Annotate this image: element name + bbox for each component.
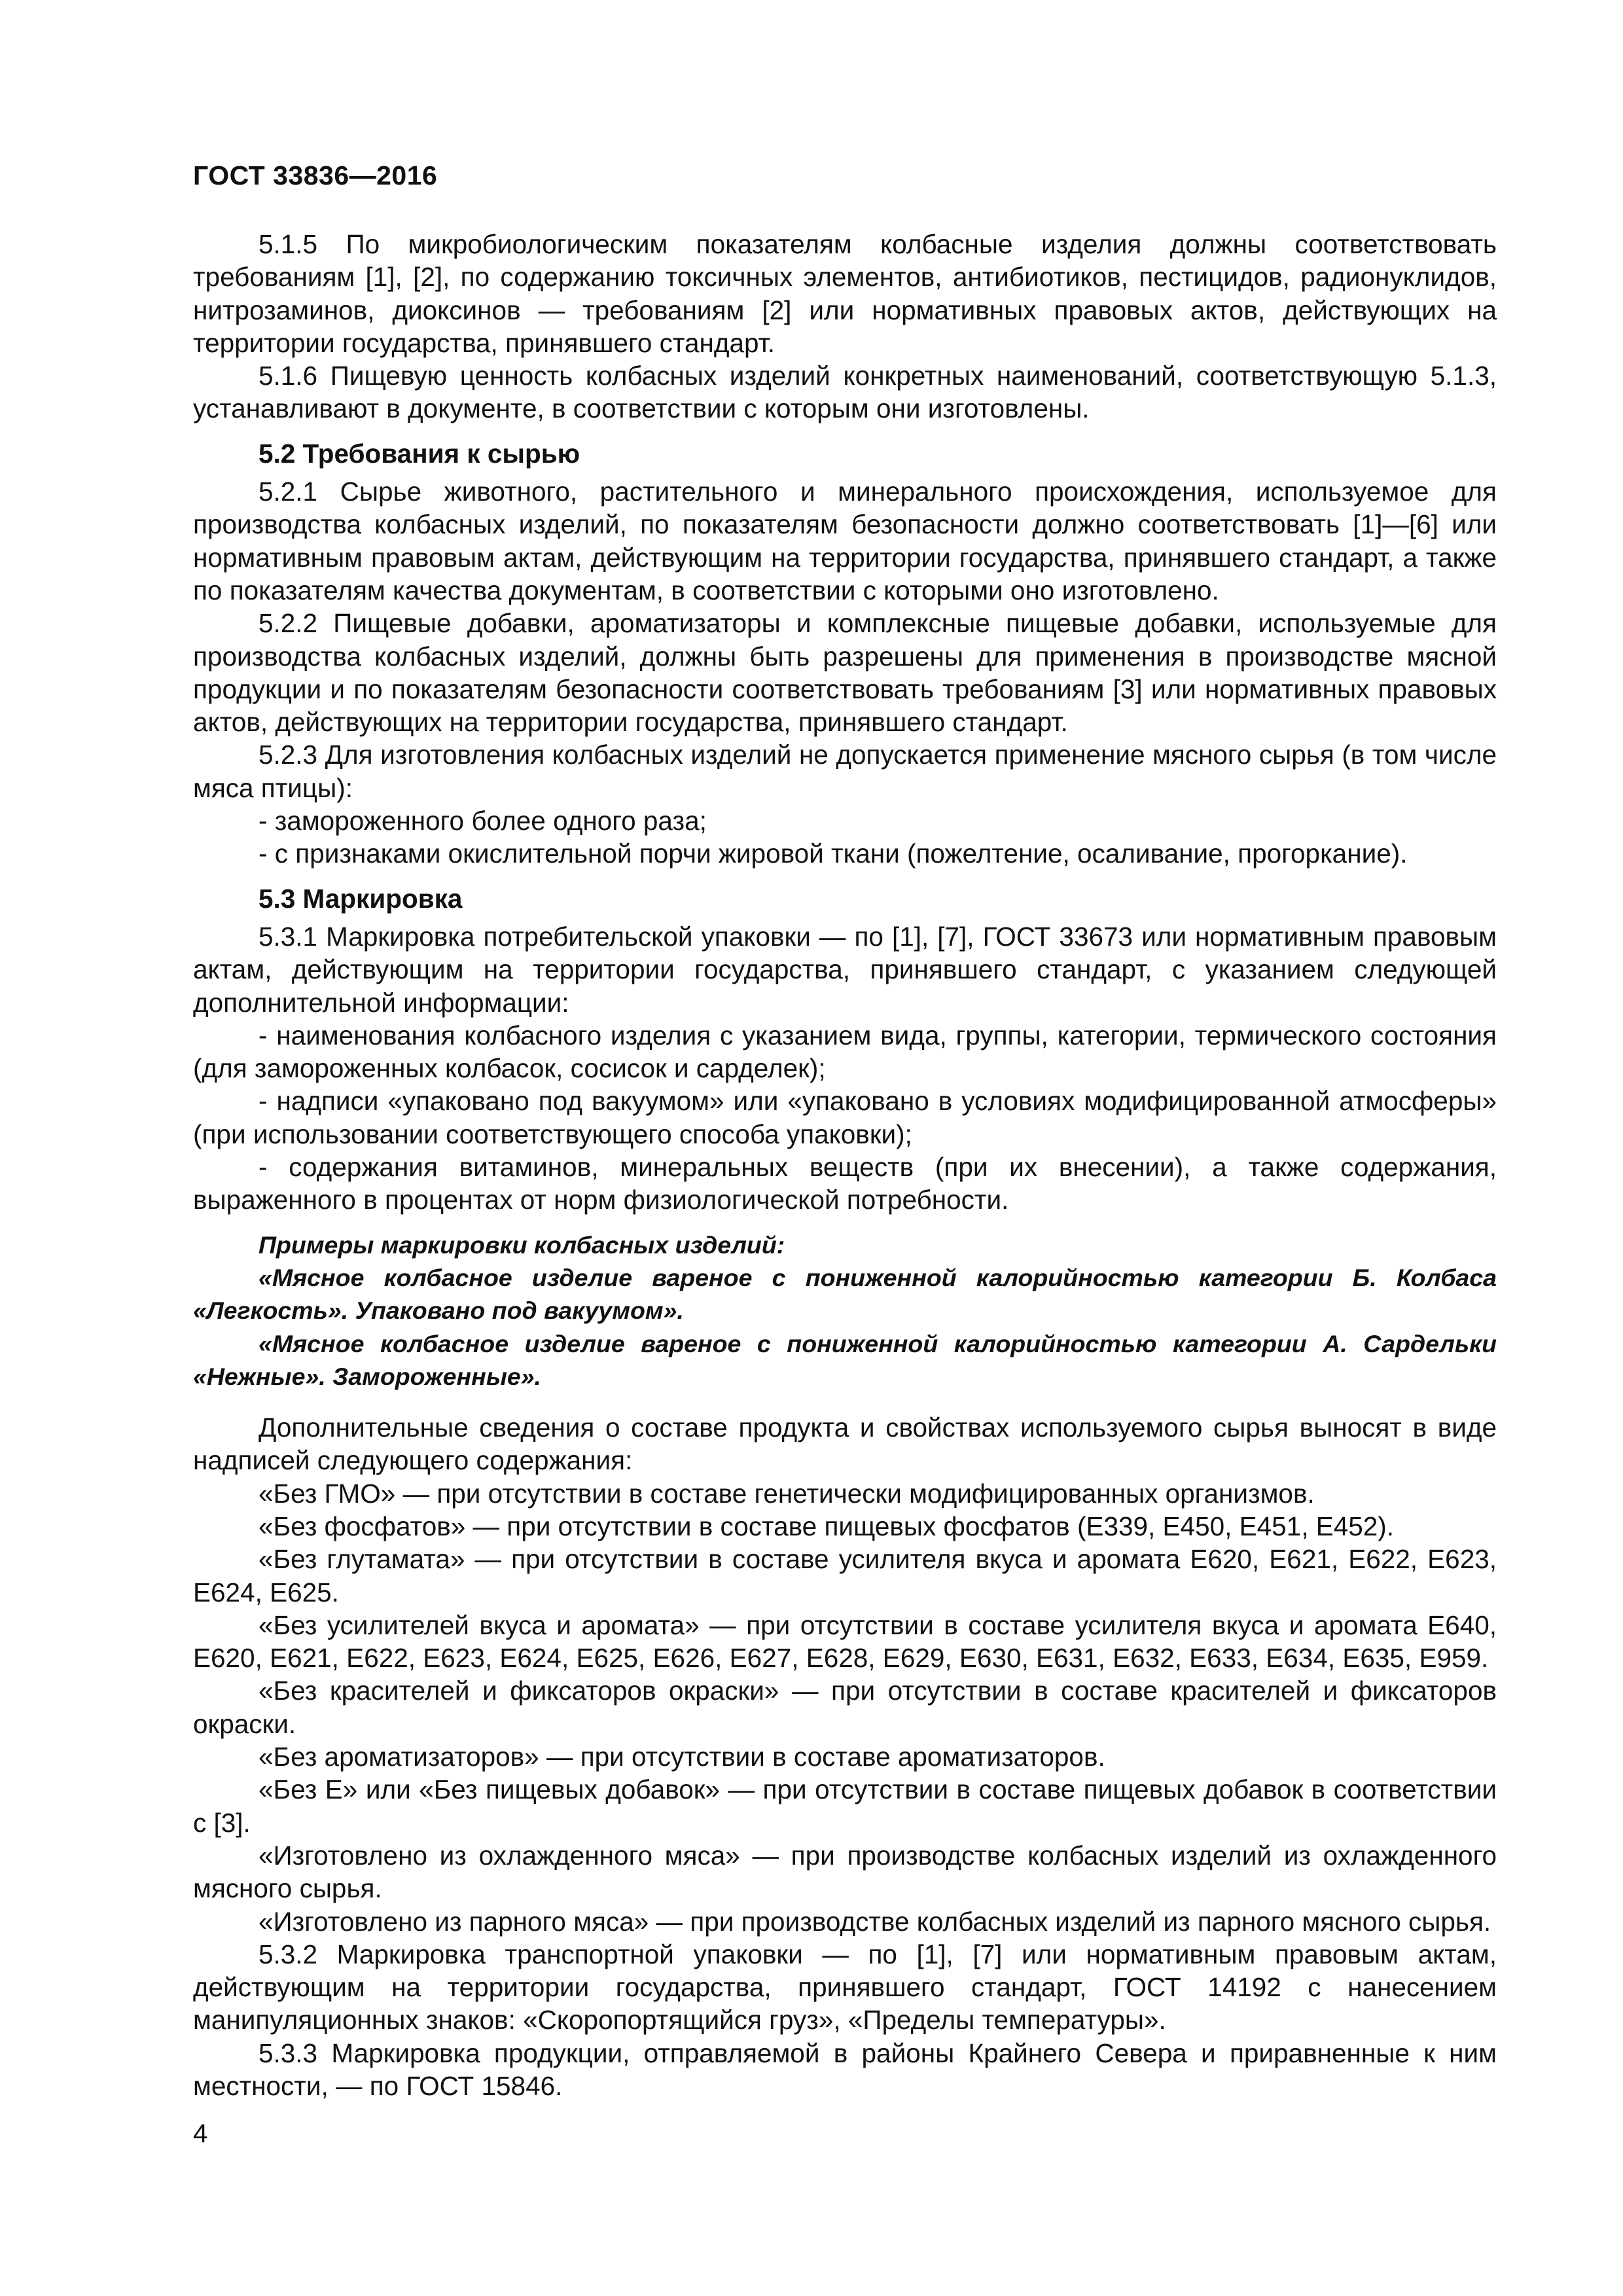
paragraph-no-e-additives: «Без Е» или «Без пищевых добавок» — при отсутствии в составе пищевых добавок в соответствии с [3]. [193, 1774, 1497, 1838]
paragraph-chilled-meat: «Изготовлено из охлажденного мяса» — при производстве колбасных изделий из охлажденного мясного сырья. [193, 1840, 1497, 1904]
paragraph-no-glutamate: «Без глутамата» — при отсутствии в составе усилителя вкуса и аромата Е620, Е621, Е622, Е623, Е624, Е625. [193, 1544, 1497, 1607]
section-heading-5-3: 5.3 Маркировка [259, 883, 463, 914]
list-item-5-3-1-b: - надписи «упаковано под вакуумом» или «упаковано в условиях модифицированной атмосферы» (при использовании соответствующего способа упаковки); [193, 1086, 1497, 1149]
section-heading-5-2: 5.2 Требования к сырью [259, 438, 580, 469]
paragraph-5-3-3: 5.3.3 Маркировка продукции, отправляемой в районы Крайнего Севера и приравненные к ним местности, — по ГОСТ 15846. [193, 2037, 1497, 2102]
example-2: «Мясное колбасное изделие вареное с пониженной калорийностью категории А. Сардельки «Нежные». Замороженные». [193, 1329, 1497, 1390]
list-item-5-2-3-b: - с признаками окислительной порчи жировой ткани (пожелтение, осаливание, прогоркание). [259, 838, 1408, 869]
list-item-5-3-1-a: - наименования колбасного изделия с указанием вида, группы, категории, термического состояния (для замороженных колбасок, сосисок и сарделек); [193, 1020, 1497, 1084]
examples-title: Примеры маркировки колбасных изделий: [259, 1230, 785, 1259]
list-item-5-2-3-a: - замороженного более одного раза; [259, 806, 707, 836]
paragraph-5-2-1: 5.2.1 Сырье животного, растительного и минерального происхождения, используемое для производства колбасных изделий, по показателям безопасности должно соответствовать [1]—[6] или нормативным правовым актам, действующим на территории государства, принявшего стандарт, а также по показателям качества документам, в соответствии с которыми оно изготовлено. [193, 476, 1497, 605]
paragraph-additional-info: Дополнительные сведения о составе продукта и свойствах используемого сырья выносят в виде надписей следующего содержания: [193, 1412, 1497, 1476]
paragraph-fresh-meat: «Изготовлено из парного мяса» — при производстве колбасных изделий из парного мясного сырья. [259, 1906, 1491, 1937]
paragraph-5-3-1: 5.3.1 Маркировка потребительской упаковки — по [1], [7], ГОСТ 33673 или нормативным правовым актам, действующим на территории государства, принявшего стандарт, с указанием следующей дополнительной информации: [193, 921, 1497, 1018]
document-body [193, 228, 1497, 2102]
paragraph-no-phosphates: «Без фосфатов» — при отсутствии в составе пищевых фосфатов (Е339, Е450, Е451, Е452). [259, 1511, 1395, 1541]
paragraph-no-flavorings: «Без ароматизаторов» — при отсутствии в составе ароматизаторов. [259, 1742, 1105, 1772]
paragraph-5-3-2: 5.3.2 Маркировка транспортной упаковки — по [1], [7] или нормативным правовым актам, действующим на территории государства, принявшего стандарт, ГОСТ 14192 с нанесением манипуляционных знаков: «Скоропортящийся груз», «Пределы температуры». [193, 1939, 1497, 2036]
paragraph-no-enhancers: «Без усилителей вкуса и аромата» — при отсутствии в составе усилителя вкуса и аромата Е640, Е620, Е621, Е622, Е623, Е624, Е625, Е626, Е627, Е628, Е629, Е630, Е631, Е632, Е633, Е634, Е635, Е959. [193, 1609, 1497, 1674]
example-1: «Мясное колбасное изделие вареное с пониженной калорийностью категории Б. Колбаса «Легкость». Упаковано под вакуумом». [193, 1263, 1497, 1325]
list-item-5-3-1-c: - содержания витаминов, минеральных веществ (при их внесении), а также содержания, выраженного в процентах от норм физиологической потребности. [193, 1152, 1497, 1215]
paragraph-5-1-6: 5.1.6 Пищевую ценность колбасных изделий конкретных наименований, соответствующую 5.1.3, устанавливают в документе, в соответствии с которым они изготовлены. [193, 361, 1497, 424]
paragraph-no-colorants: «Без красителей и фиксаторов окраски» — при отсутствии в составе красителей и фиксаторов окраски. [193, 1676, 1497, 1739]
paragraph-5-2-3: 5.2.3 Для изготовления колбасных изделий не допускается применение мясного сырья (в том числе мяса птицы): [193, 740, 1497, 803]
document-header: ГОСТ 33836—2016 [193, 160, 438, 190]
paragraph-5-1-5: 5.1.5 По микробиологическим показателям колбасные изделия должны соответствовать требованиям [1], [2], по содержанию токсичных элементов, антибиотиков, пестицидов, радионуклидов, нитрозаминов, диоксинов — требованиям [2] или нормативных правовых актов, действующих на территории государства, принявшего стандарт. [193, 229, 1497, 358]
paragraph-no-gmo: «Без ГМО» — при отсутствии в составе генетически модифицированных организмов. [259, 1478, 1315, 1509]
page-number: 4 [193, 2119, 208, 2148]
paragraph-5-2-2: 5.2.2 Пищевые добавки, ароматизаторы и комплексные пищевые добавки, используемые для производства колбасных изделий, должны быть разрешены для применения в производстве мясной продукции и по показателям безопасности соответствовать требованиям [3] или нормативных правовых актов, действующих на территории государства, принявшего стандарт. [193, 608, 1497, 738]
